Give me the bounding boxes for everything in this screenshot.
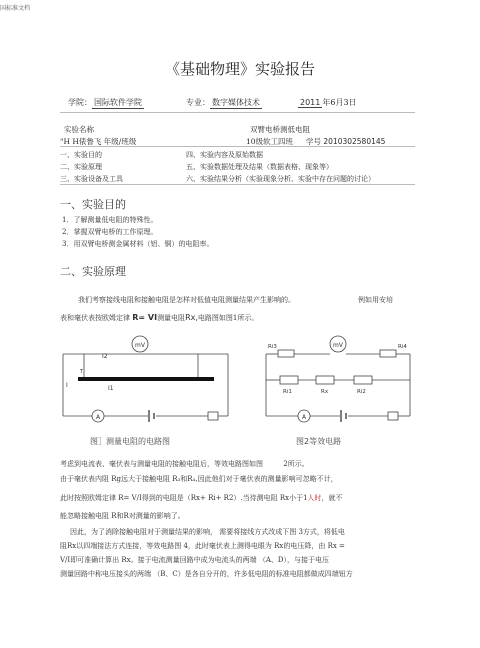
toc-left-2: 二、实验原理 [60, 163, 102, 171]
figure2-a-label: A [301, 414, 307, 421]
student-label: "H H俵鲁飞 年级/班级 [60, 137, 137, 146]
major-field [186, 97, 262, 109]
figure2-rx-label: Rx [321, 389, 329, 395]
rheostat [388, 412, 398, 420]
figure2-ri2-label: Ri2 [357, 389, 366, 395]
toc-right-3: 六、实验结果分析（实验现象分析、实验中存在问题的讨论） [186, 175, 375, 183]
toc-right-2: 五、实验数据处理及结果（数据表格、现象等） [186, 163, 333, 171]
figure1-caption: 图］测量电阻的电路图 [90, 437, 170, 446]
exp-name-value: 双臂电桥测低电阻 [250, 125, 310, 134]
body-line-6: 阻Rx以四端接法方式连接，等效电路图 4，此时毫伏表上测得电眼为 Rx的电压降，由 Rx = [60, 542, 345, 550]
college-value: 国际软件学院 [94, 98, 142, 107]
section1-item-2: 2．掌握双臂电桥的工作原理。 [62, 228, 158, 236]
resistor-ri4 [380, 350, 396, 357]
body-line-5: 因此，为了消除接触电阻对于测量结果的影响， 需要将接线方式改成下图 3方式，将低电 [70, 528, 345, 536]
body-3-red: 人时 [307, 494, 322, 502]
resistor-ri2 [354, 376, 372, 384]
body-line-2: 由于毫伏表内阻 Rg远大于接触电阻 R₃和R₄,因此他们对于毫伏表的测量影响可忽略不计， [60, 475, 338, 483]
principle-2a: 表和毫伏表按欧姆定律 [60, 314, 130, 322]
toc-right-1: 四、实验内容及原始数据 [186, 151, 263, 159]
figure1-circuit [58, 330, 233, 430]
date-rest: 年6月3日 [322, 98, 357, 107]
figure1-i2-label: I2 [102, 353, 108, 360]
year-value: 2011 [300, 98, 321, 107]
date-field [298, 97, 357, 108]
body-line-8: 测量回路中称电压接头的两端 （B、C）是各自分开的，许多低电阻的标准电阻都做成四端钮方 [60, 570, 353, 578]
body-1b: 2所示。 [283, 460, 309, 468]
ohm-formula: R= VI [132, 313, 158, 322]
resistor-ri3 [278, 350, 294, 357]
rheostat [208, 412, 218, 420]
section2-heading: 二、实验原理 [60, 265, 126, 278]
figure2-ri4-label: Ri4 [398, 344, 407, 350]
resistor-ri1 [280, 376, 298, 384]
figure1-mv-label: mV [135, 342, 145, 349]
student-class: 10级软工四班 [246, 137, 294, 146]
test-resistor-bar [78, 377, 214, 381]
principle-2c: 电路图如图1所示。 [197, 314, 259, 322]
toc-divider [60, 184, 415, 185]
header-divider [60, 112, 415, 113]
figure1-i1-label: I1 [108, 385, 114, 392]
body-line-7: V/I即可准确计算出 Rx。接于电流测量回路中成为电流头的两端 （A、D），与接于电压 [60, 556, 330, 564]
principle-line-1b: 例如用安培 [358, 296, 393, 304]
meta-divider [60, 146, 415, 147]
body-line-1 [60, 459, 309, 469]
section1-item-1: 1．了解测量低电阻的特殊性。 [62, 216, 158, 224]
section1-item-3: 3．用双臂电桥测金属材料（铝、铜）的电阻率。 [62, 240, 214, 248]
figure2-equivalent-circuit [258, 330, 423, 430]
major-label: 专业： [186, 98, 210, 107]
document-tag: 国标准文档 [0, 5, 31, 12]
figure2-caption: 图2等效电路 [296, 437, 342, 446]
body-3a: 此时按照欧姆定律 R= V/I得到的电阻是（Rx+ Ri+ R2）.当待测电阻 Rx小于1 [60, 494, 308, 502]
principle-line-1a: 我们考察接线电阻和接触电阻是怎样对低值电阻测量结果产生影响的。 [78, 296, 295, 304]
report-title: 《基础物理》实验报告 [164, 60, 315, 78]
figure1-a-label: A [95, 414, 101, 421]
principle-2b: 测量电阻 [157, 314, 186, 322]
figure2-ri1-label: Ri1 [283, 389, 292, 395]
rx-symbol: Rx, [185, 313, 198, 322]
figure2-mv-label: mV [333, 342, 343, 349]
body-1a: 考虑到电流表、毫伏表与测量电阻的接触电阻后，等效电路图如图 [60, 460, 263, 468]
body-3b: ，就不 [321, 494, 343, 502]
figure1-t-label: T [80, 369, 84, 375]
section1-heading: 一、实验目的 [60, 198, 126, 211]
college-label: 学院： [68, 98, 92, 107]
body-line-4: 能忽略接触电阻 R和R对测量的影响了。 [60, 512, 185, 520]
principle-line-2 [60, 313, 258, 323]
resistor-rx [316, 376, 334, 384]
toc-left-1: 一、实验目的 [60, 151, 102, 159]
major-value: 数字媒体技术 [212, 98, 260, 107]
body-line-3 [60, 493, 343, 503]
toc-left-3: 三、实验设备及工具 [60, 175, 123, 183]
exp-name-label: 实验名称 [64, 125, 94, 134]
figure2-ri3-label: Ri3 [268, 344, 277, 350]
figure1-i-label: I [66, 382, 68, 389]
college-field [68, 97, 144, 109]
student-id: 学号 2010302580145 [306, 137, 386, 146]
